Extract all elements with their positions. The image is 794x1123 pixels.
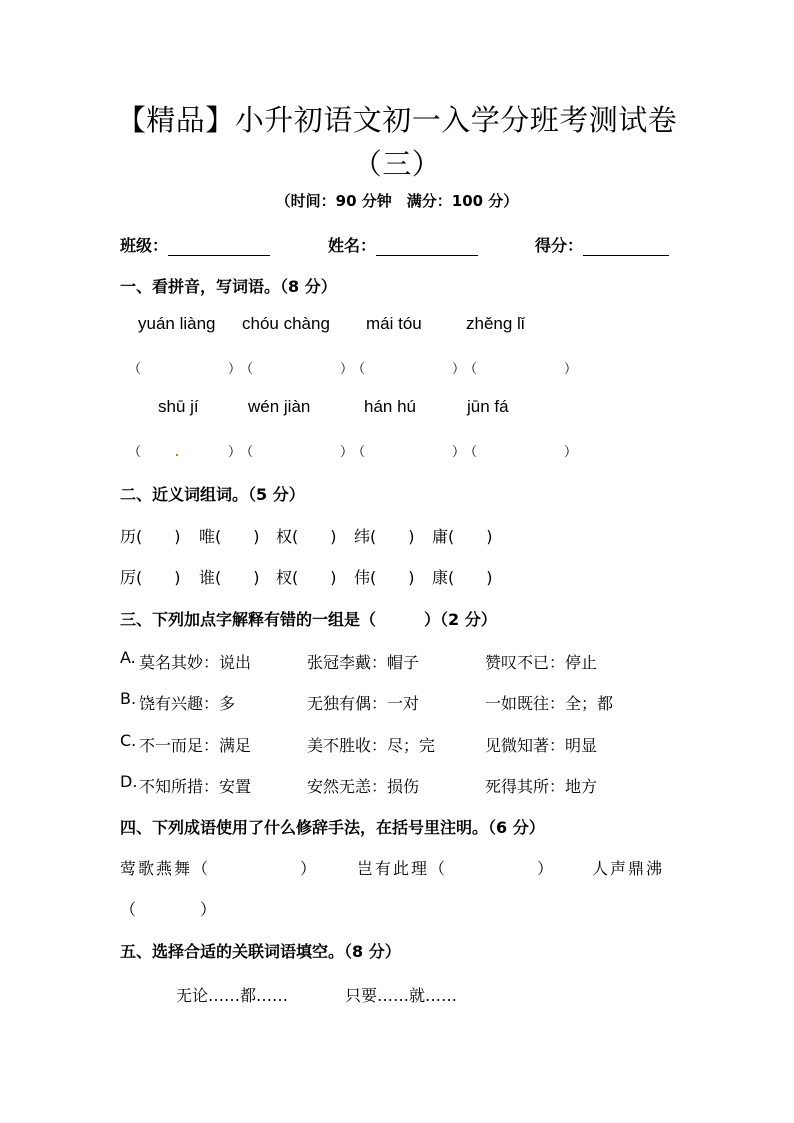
synonym-item: 康( ) (432, 568, 493, 587)
pinyin-item: zhěng lǐ (466, 314, 525, 333)
option-item: 莫名其妙：说出 (139, 653, 252, 672)
class-blank[interactable] (168, 241, 270, 256)
synonym-item: 庸( ) (432, 527, 493, 546)
section3-heading: 三、下列加点字解释有错的一组是（ ）（2 分） (120, 610, 497, 629)
option-item: 见微知著：明显 (485, 736, 598, 755)
exam-info: （时间：90 分钟 满分：100 分） (275, 192, 519, 210)
option-item: 赞叹不已：停止 (485, 653, 598, 672)
option-item: 安然无恙：损伤 (307, 777, 420, 796)
pinyin-item: wén jiàn (248, 397, 311, 416)
answer-blank-open: （ (352, 362, 366, 377)
option-item: 不一而足：满足 (139, 736, 252, 755)
idiom-item: 莺歌燕舞（ ） (120, 859, 319, 878)
option-item: 无独有偶：一对 (307, 694, 420, 713)
answer-blank-open: （ (128, 445, 142, 460)
answer-blank-open: （ (464, 445, 478, 460)
option-item: 一如既往：全；都 (485, 694, 614, 713)
name-blank[interactable] (376, 241, 478, 256)
name-label: 姓名： (328, 236, 377, 255)
synonym-item: 厉( ) (120, 568, 181, 587)
pinyin-item: hán hú (364, 397, 416, 416)
section5-heading: 五、选择合适的关联词语填空。（8 分） (120, 942, 401, 961)
synonym-item: 历( ) (120, 527, 181, 546)
section1-heading: 一、看拼音，写词语。（8 分） (120, 277, 337, 296)
stray-dot (176, 454, 178, 456)
pinyin-item: yuán liàng (138, 314, 216, 333)
answer-blank-close: ） (452, 362, 466, 377)
pinyin-item: shū jí (158, 397, 199, 416)
synonym-item: 权( ) (276, 527, 337, 546)
option-item: 饶有兴趣：多 (139, 694, 236, 713)
answer-blank-open: （ (464, 362, 478, 377)
idiom-item: 岂有此理（ ） (357, 859, 556, 878)
conjunction-word: 无论……都…… (176, 986, 289, 1005)
answer-blank-close: ） (228, 445, 242, 460)
option-label: D. (120, 772, 138, 791)
option-item: 不知所措：安置 (139, 777, 252, 796)
score-blank[interactable] (583, 241, 669, 256)
answer-blank-close: ） (228, 362, 242, 377)
option-item: 死得其所：地方 (485, 777, 598, 796)
answer-blank-close: ） (564, 445, 578, 460)
option-item: 美不胜收：尽；完 (307, 736, 436, 755)
synonym-item: 伟( ) (354, 568, 415, 587)
answer-blank-close: ） (452, 445, 466, 460)
score-label: 得分： (535, 236, 584, 255)
answer-blank-close: ） (564, 362, 578, 377)
answer-blank-open: （ (352, 445, 366, 460)
page-title-suffix: （三） (352, 147, 442, 181)
answer-blank-close: ） (340, 362, 354, 377)
option-label: A. (120, 648, 136, 667)
score-field (535, 233, 669, 256)
answer-blank-open: （ (240, 362, 254, 377)
synonym-item: 纬( ) (354, 527, 415, 546)
option-label: C. (120, 731, 137, 750)
section4-heading: 四、下列成语使用了什么修辞手法，在括号里注明。（6 分） (120, 818, 545, 837)
class-field (120, 233, 270, 256)
name-field (328, 233, 478, 256)
option-item: 张冠李戴：帽子 (307, 653, 420, 672)
conjunction-word: 只要……就…… (345, 986, 458, 1005)
answer-blank-open: （ (128, 362, 142, 377)
answer-blank-close: ） (340, 445, 354, 460)
section2-heading: 二、近义词组词。（5 分） (120, 485, 305, 504)
synonym-item: 唯( ) (199, 527, 260, 546)
option-label: B. (120, 689, 137, 708)
pinyin-item: mái tóu (366, 314, 422, 333)
class-label: 班级： (120, 236, 169, 255)
page-title: 【精品】小升初语文初一入学分班考测试卷 (116, 103, 678, 137)
synonym-item: 杈( ) (276, 568, 337, 587)
pinyin-item: chóu chàng (242, 314, 330, 333)
idiom-answer-blank: （ ） (120, 900, 217, 919)
pinyin-item: jūn fá (467, 397, 509, 416)
synonym-item: 谁( ) (199, 568, 260, 587)
idiom-item: 人声鼎沸 (592, 859, 665, 878)
answer-blank-open: （ (240, 445, 254, 460)
